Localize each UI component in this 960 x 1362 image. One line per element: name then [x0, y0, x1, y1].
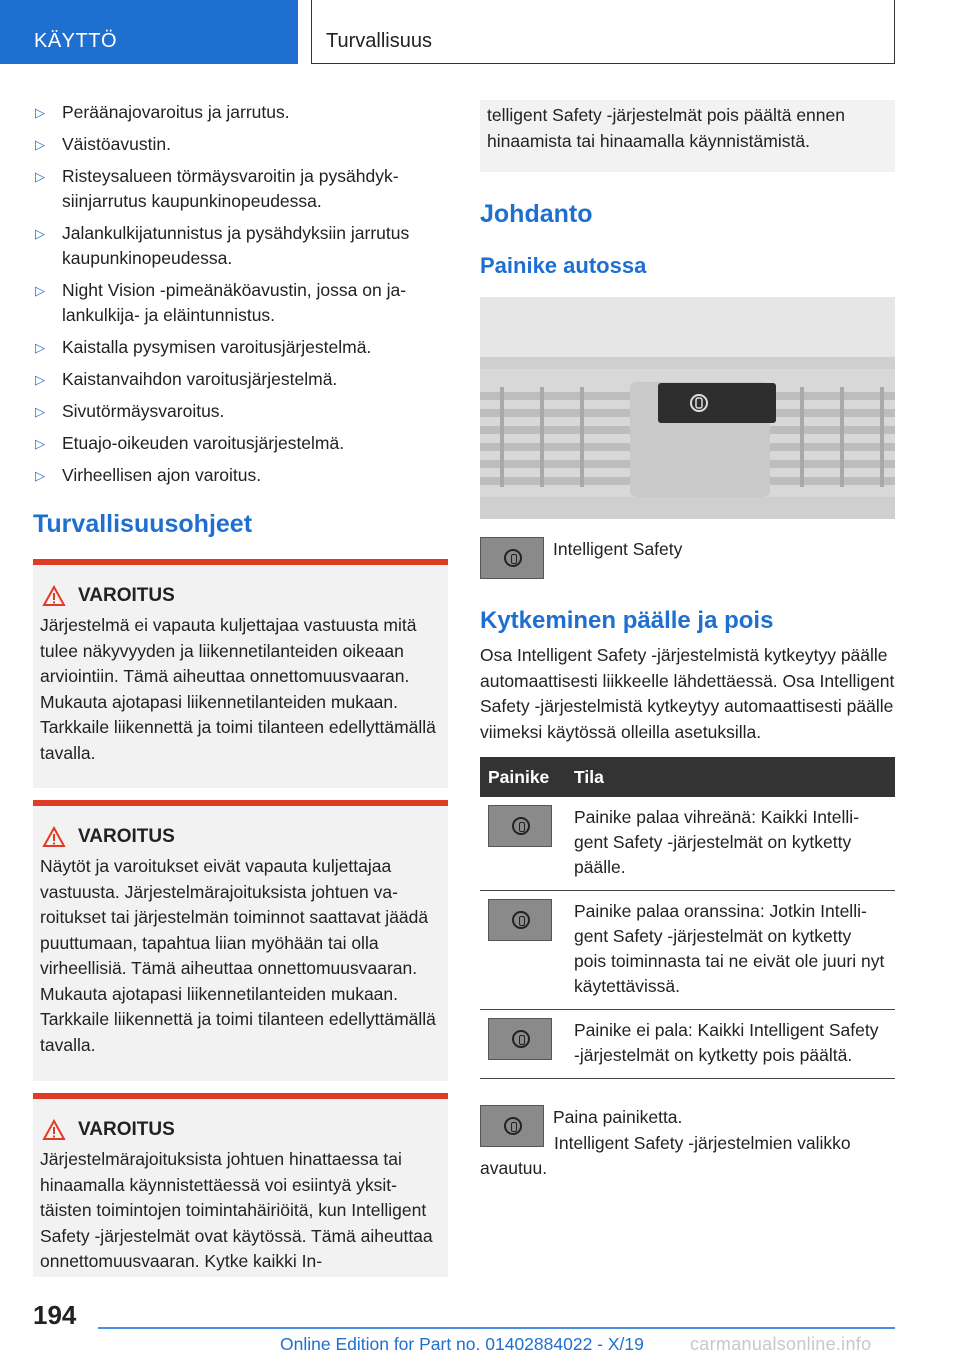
intelligent-safety-button-icon	[488, 899, 552, 941]
step-text: Paina painiketta.	[553, 1107, 683, 1127]
page-number: 194	[33, 1300, 77, 1330]
paragraph: Osa Intelligent Safety -järjestelmistä kytkeytyy päälle automaattisesti liikkeelle lähdettäessä. Osa Intelligent Safety -järjestelmistä kytkeytyy automaattisesti päälle viimeksi käytössä olleilla asetuksilla.	[480, 645, 895, 742]
warning-text: Järjestelmä ei vapauta kuljettajaa vastuusta mitä tulee näkyvyyden ja liikennetilanteiden oikeaan arviointiin. Tämä aiheuttaa onnettomuusvaaran. Mukauta ajotapasi liikennetilanteiden mukaan. Tarkkaile liikennettä ja toimi tilanteen edellyttämällä tavalla.	[40, 615, 436, 763]
table-row	[480, 797, 895, 891]
list-item: ▷ Virheellisen ajon varoitus.	[33, 463, 448, 488]
triangle-bullet-icon: ▷	[35, 372, 45, 387]
triangle-bullet-icon: ▷	[35, 436, 45, 451]
table-cell: Painike palaa vihreänä: Kaikki Intelligent Safety -järjestelmät on kytketty päälle.	[566, 797, 895, 891]
warning-box	[33, 1093, 448, 1277]
intelligent-safety-button-icon	[480, 1105, 544, 1147]
list-item: ▷ Night Vision -pimeänäköavustin, jossa on jalankulkija- ja eläintunnistus.	[35, 280, 407, 325]
subsection-heading: Kytkeminen päälle ja pois	[480, 607, 774, 634]
table-header: Painike	[480, 757, 566, 797]
triangle-bullet-icon: ▷	[35, 404, 45, 419]
triangle-bullet-icon: ▷	[35, 468, 45, 483]
list-item: ▷ Kaistalla pysymisen varoitusjärjestelmä.	[33, 335, 448, 360]
table-cell: Painike ei pala: Kaikki Intelligent Safety -järjestelmät on kytketty pois päältä.	[566, 1010, 895, 1079]
footer-divider	[98, 1327, 895, 1329]
section-heading: Johdanto	[480, 200, 593, 228]
warning-title: VAROITUS	[78, 1119, 175, 1140]
warning-title: VAROITUS	[78, 826, 175, 847]
warning-box	[33, 800, 448, 1081]
table-header: Tila	[566, 757, 895, 797]
warning-text: Näytöt ja varoitukset eivät vapauta kuljettajaa vastuusta. Järjestelmärajoituksista johtuen varoitukset tai järjestelmän toiminnot saattavat jäädä puuttumaan, tapahtua liian myöhään tai olla virheellisiä. Tämä aiheuttaa onnettomuusvaaran. Mukauta ajotapasi liikennetilanteiden mukaan. Tarkkaile liikennettä ja toimi tilanteen edellyttämällä tavalla.	[40, 856, 436, 1055]
list-item: ▷ Jalankulkijatunnistus ja pysähdyksiin jarrutus kaupunkinopeudessa.	[35, 223, 410, 268]
warning-triangle-icon	[42, 826, 66, 848]
warning-continuation: telligent Safety -järjestelmät pois päältä ennen hinaamista tai hinaamalla käynnistämistä.	[480, 100, 895, 172]
section-heading: Turvallisuusohjeet	[33, 510, 253, 538]
warning-text: Järjestelmärajoituksista johtuen hinattaessa tai hinaamalla käynnistettäessä voi esiintyä yksittäisten toimintojen toimintahäiriöitä, kun Intelligent Safety -järjestelmät ovat käytössä. Tämä aiheuttaa onnettomuusvaaran. Kytke kaikki In-	[40, 1149, 433, 1271]
warning-title: VAROITUS	[78, 585, 175, 606]
triangle-bullet-icon: ▷	[35, 340, 45, 355]
warning-triangle-icon	[42, 1119, 66, 1141]
icon-legend	[480, 537, 895, 579]
list-item: ▷ Väistöavustin.	[33, 132, 448, 157]
table-cell: Painike palaa oranssina: Jotkin Intelligent Safety -järjestelmät on kytketty pois toiminnasta tai ne eivät ole juuri nyt käytettävissä.	[566, 891, 895, 1010]
intelligent-safety-button-icon	[480, 537, 544, 579]
icon-caption: Intelligent Safety	[553, 539, 683, 559]
header-section: KÄYTTÖ	[0, 0, 298, 64]
triangle-bullet-icon: ▷	[35, 105, 45, 120]
triangle-bullet-icon: ▷	[35, 169, 45, 184]
watermark: carmanualsonline.info	[690, 1334, 872, 1354]
intelligent-safety-button-icon	[488, 805, 552, 847]
header-chapter: Turvallisuus	[311, 0, 895, 64]
status-table	[480, 757, 895, 1079]
table-row	[480, 891, 895, 1010]
subsection-heading: Painike autossa	[480, 253, 647, 278]
warning-box	[33, 559, 448, 788]
list-item: ▷ Risteysalueen törmäysvaroitin ja pysähdyksiinjarrutus kaupunkinopeudessa.	[35, 166, 399, 211]
list-item: ▷ Etuajo-oikeuden varoitusjärjestelmä.	[33, 431, 448, 456]
list-item: ▷ Sivutörmäysvaroitus.	[33, 399, 448, 424]
warning-triangle-icon	[42, 585, 66, 607]
right-column	[480, 100, 895, 1181]
left-column	[33, 100, 448, 1277]
triangle-bullet-icon: ▷	[35, 283, 45, 298]
list-item: ▷ Peräänajovaroitus ja jarrutus.	[33, 100, 448, 125]
list-item: ▷ Kaistanvaihdon varoitusjärjestelmä.	[33, 367, 448, 392]
step-result: Intelligent Safety -järjestelmien valikko avautuu.	[480, 1133, 851, 1178]
table-row	[480, 1010, 895, 1079]
triangle-bullet-icon: ▷	[35, 226, 45, 241]
triangle-bullet-icon: ▷	[35, 137, 45, 152]
dashboard-photo	[480, 297, 895, 519]
edition-text: Online Edition for Part no. 01402884022 - X/19	[280, 1334, 644, 1354]
feature-list	[33, 100, 448, 488]
intelligent-safety-button-icon	[488, 1018, 552, 1060]
